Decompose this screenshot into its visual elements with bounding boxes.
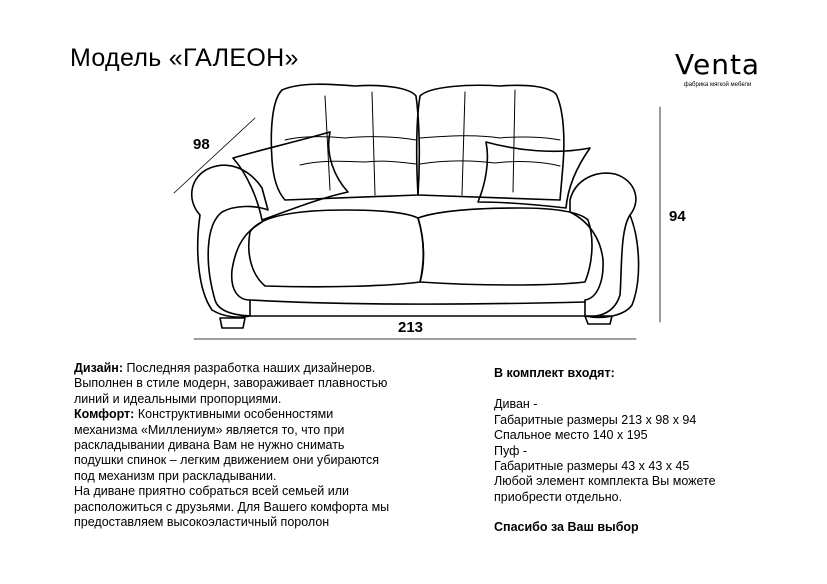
comfort-label: Комфорт: (74, 407, 135, 422)
left-arm (192, 165, 268, 317)
right-arm (570, 173, 639, 317)
design-label: Дизайн: (74, 361, 123, 375)
brand-tagline: фабрика мягкой мебели (683, 82, 752, 88)
brand-name: Venta (675, 48, 761, 81)
comfort-line: На диване приятно собраться всей семьей или (74, 484, 350, 499)
description-block (74, 361, 474, 530)
design-paragraph (74, 361, 474, 376)
left-foot (220, 318, 245, 328)
kit-heading: В комплект входят: (494, 366, 615, 380)
kit-line: Любой элемент комплекта Вы можете (494, 474, 716, 489)
design-text: Последняя разработка наших дизайнеров. (123, 361, 376, 375)
right-seat-cushion (418, 208, 592, 285)
tufting-right (420, 136, 560, 140)
page-title: Модель «ГАЛЕОН» (70, 44, 299, 72)
height-label: 94 (669, 208, 686, 225)
comfort-line: раскладывании дивана Вам не нужно снимать (74, 438, 345, 453)
thanks-text: Спасибо за Ваш выбор (494, 520, 639, 535)
left-seat-cushion (249, 210, 424, 287)
kit-line: Пуф - (494, 443, 528, 458)
width-label: 213 (398, 319, 424, 336)
design-line: Выполнен в стиле модерн, завораживает плавностью (74, 376, 388, 391)
comfort-paragraph (74, 407, 474, 422)
kit-block (494, 366, 794, 536)
comfort-line: подушки спинок – легким движением они убираются (74, 453, 380, 468)
kit-line: Спальное место 140 х 195 (494, 428, 648, 443)
comfort-line: предоставляем высокоэластичный поролон (74, 515, 330, 530)
comfort-line: под механизм при раскладывании. (74, 468, 277, 483)
comfort-text: Конструктивными особенностями (134, 407, 334, 422)
comfort-line: механизма «Миллениум» является то, что при (74, 422, 345, 437)
comfort-line: расположиться с друзьями. Для Вашего комфорта мы (74, 499, 390, 514)
kit-line: Габаритные размеры 43 х 43 х 45 (494, 459, 690, 474)
kit-line: Диван - (494, 397, 538, 412)
kit-line: Габаритные размеры 213 х 98 х 94 (494, 412, 697, 427)
depth-label: 98 (193, 136, 210, 153)
design-line: линий и идеальными пропорциями. (74, 391, 282, 406)
sofa-base (250, 300, 585, 316)
kit-line: приобрести отдельно. (494, 489, 623, 504)
